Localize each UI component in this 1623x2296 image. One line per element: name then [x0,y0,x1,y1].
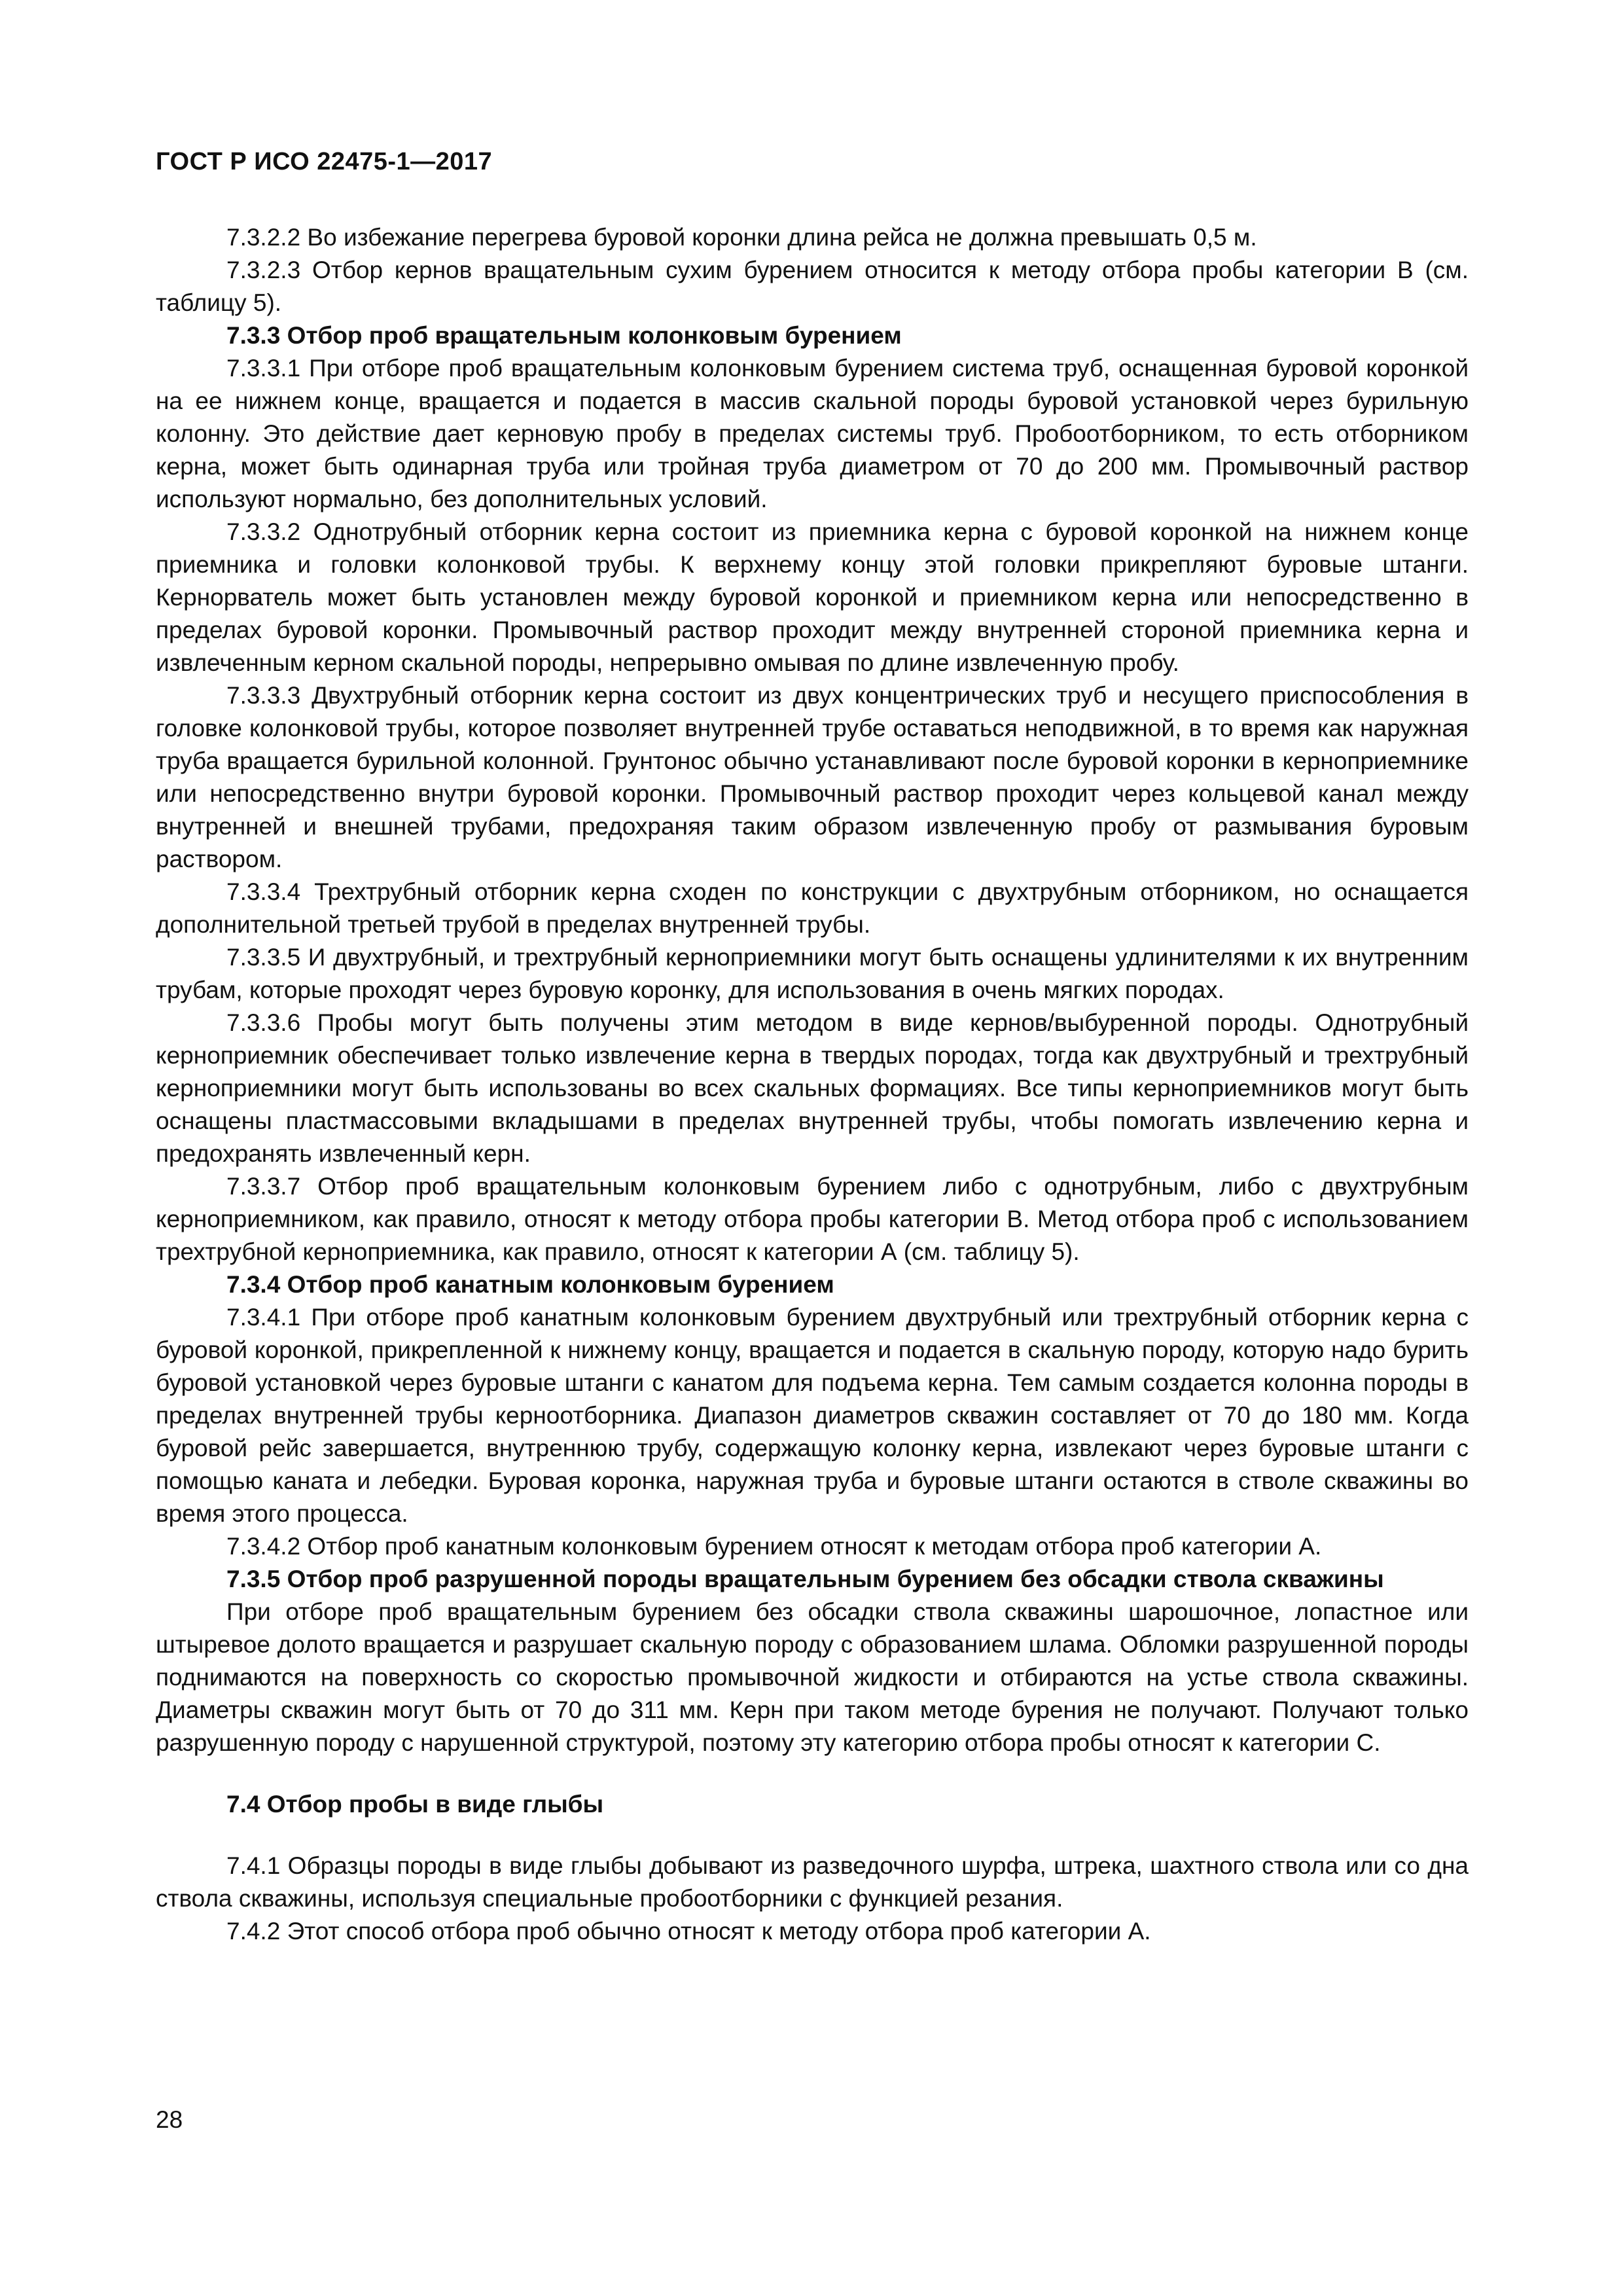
paragraph: 7.3.3.6 Пробы могут быть получены этим методом в виде кернов/выбуренной породы. Однотрубный керноприемник обеспечивает только извлечение керна в твердых породах, тогда как двухтрубный и трехтрубный керноприемники могут быть использованы во всех скальных формациях. Все типы керноприемников могут быть оснащены пластмассовыми вкладышами в пределах внутренней трубы, чтобы помогать извлечению керна и предохранять извлеченный керн. [156,1009,1469,1167]
paragraph: 7.3.3.3 Двухтрубный отборник керна состоит из двух концентрических труб и несущего приспособления в головке колонковой трубы, которое позволяет внутренней трубе оставаться неподвижной, в то время как наружная труба вращается бурильной колонной. Грунтонос обычно устанавливают после буровой коронки в керноприемнике или непосредственно внутри буровой коронки. Промывочный раствор проходит через кольцевой канал между внутренней и внешней трубами, предохраняя таким образом извлеченную пробу от размывания буровым раствором. [156,682,1469,872]
section-heading: 7.4 Отбор пробы в виде глыбы [226,1791,604,1818]
subsection-heading: 7.3.5 Отбор проб разрушенной породы вращательным бурением без обсадки ствола скважины [226,1566,1384,1592]
paragraph: 7.3.2.3 Отбор кернов вращательным сухим бурением относится к методу отбора пробы категории В (см. таблицу 5). [156,257,1469,316]
paragraph: 7.3.3.5 И двухтрубный, и трехтрубный керноприемники могут быть оснащены удлинителями к их внутренним трубам, которые проходят через буровую коронку, для использования в очень мягких породах. [156,944,1469,1003]
subsection-heading: 7.3.4 Отбор проб канатным колонковым бурением [226,1271,834,1298]
document-header-code: ГОСТ Р ИСО 22475-1—2017 [156,148,493,175]
paragraph: 7.3.4.1 При отборе проб канатным колонковым бурением двухтрубный или трехтрубный отборник керна с буровой коронкой, прикрепленной к нижнему концу, вращается и подается в скальную породу, которую надо бурить буровой установкой через буровые штанги с канатом для подъема керна. Тем самым создается колонна породы в пределах внутренней трубы керноотборника. Диапазон диаметров скважин составляет от 70 до 180 мм. Когда буровой рейс завершается, внутреннюю трубу, содержащую колонку керна, извлекают через буровые штанги с помощью каната и лебедки. Буровая коронка, наружная труба и буровые штанги остаются в стволе скважины во время этого процесса. [156,1304,1469,1527]
paragraph: При отборе проб вращательным бурением без обсадки ствола скважины шарошочное, лопастное или штыревое долото вращается и разрушает скальную породу с образованием шлама. Обломки разрушенной породы поднимаются на поверхность со скоростью промывочной жидкости и отбираются на устье ствола скважины. Диаметры скважин могут быть от 70 до 311 мм. Керн при таком методе бурения не получают. Получают только разрушенную породу с нарушенной структурой, поэтому эту категорию отбора пробы относят к категории С. [156,1598,1469,1756]
paragraph: 7.3.3.1 При отборе проб вращательным колонковым бурением система труб, оснащенная буровой коронкой на ее нижнем конце, вращается и подается в массив скальной породы буровой установкой через бурильную колонну. Это действие дает керновую пробу в пределах системы труб. Пробоотборником, то есть отборником керна, может быть одинарная труба или тройная труба диаметром от 70 до 200 мм. Промывочный раствор используют нормально, без дополнительных условий. [156,355,1469,512]
page-number: 28 [156,2106,183,2133]
document-body [156,221,1469,1948]
subsection-heading: 7.3.3 Отбор проб вращательным колонковым бурением [226,322,902,349]
paragraph: 7.3.4.2 Отбор проб канатным колонковым бурением относят к методам отбора проб категории А. [226,1533,1322,1560]
paragraph: 7.3.3.2 Однотрубный отборник керна состоит из приемника керна с буровой коронкой на нижнем конце приемника и головки колонковой трубы. К верхнему концу этой головки прикрепляют буровые штанги. Кернорватель может быть установлен между буровой коронкой и приемником керна или непосредственно в пределах буровой коронки. Промывочный раствор проходит между внутренней стороной приемника керна и извлеченным керном скальной породы, непрерывно омывая по длине извлеченную пробу. [156,518,1469,676]
paragraph: 7.3.3.4 Трехтрубный отборник керна сходен по конструкции с двухтрубным отборником, но оснащается дополнительной третьей трубой в пределах внутренней трубы. [156,878,1469,938]
paragraph: 7.3.3.7 Отбор проб вращательным колонковым бурением либо с однотрубным, либо с двухтрубным керноприемником, как правило, относят к методу отбора пробы категории В. Метод отбора проб с использованием трехтрубной керноприемника, как правило, относят к категории А (см. таблицу 5). [156,1173,1469,1265]
paragraph: 7.4.1 Образцы породы в виде глыбы добывают из разведочного шурфа, штрека, шахтного ствола или со дна ствола скважины, используя специальные пробоотборники с функцией резания. [156,1852,1469,1912]
paragraph: 7.4.2 Этот способ отбора проб обычно относят к методу отбора проб категории А. [226,1918,1151,1945]
paragraph: 7.3.2.2 Во избежание перегрева буровой коронки длина рейса не должна превышать 0,5 м. [226,224,1257,251]
